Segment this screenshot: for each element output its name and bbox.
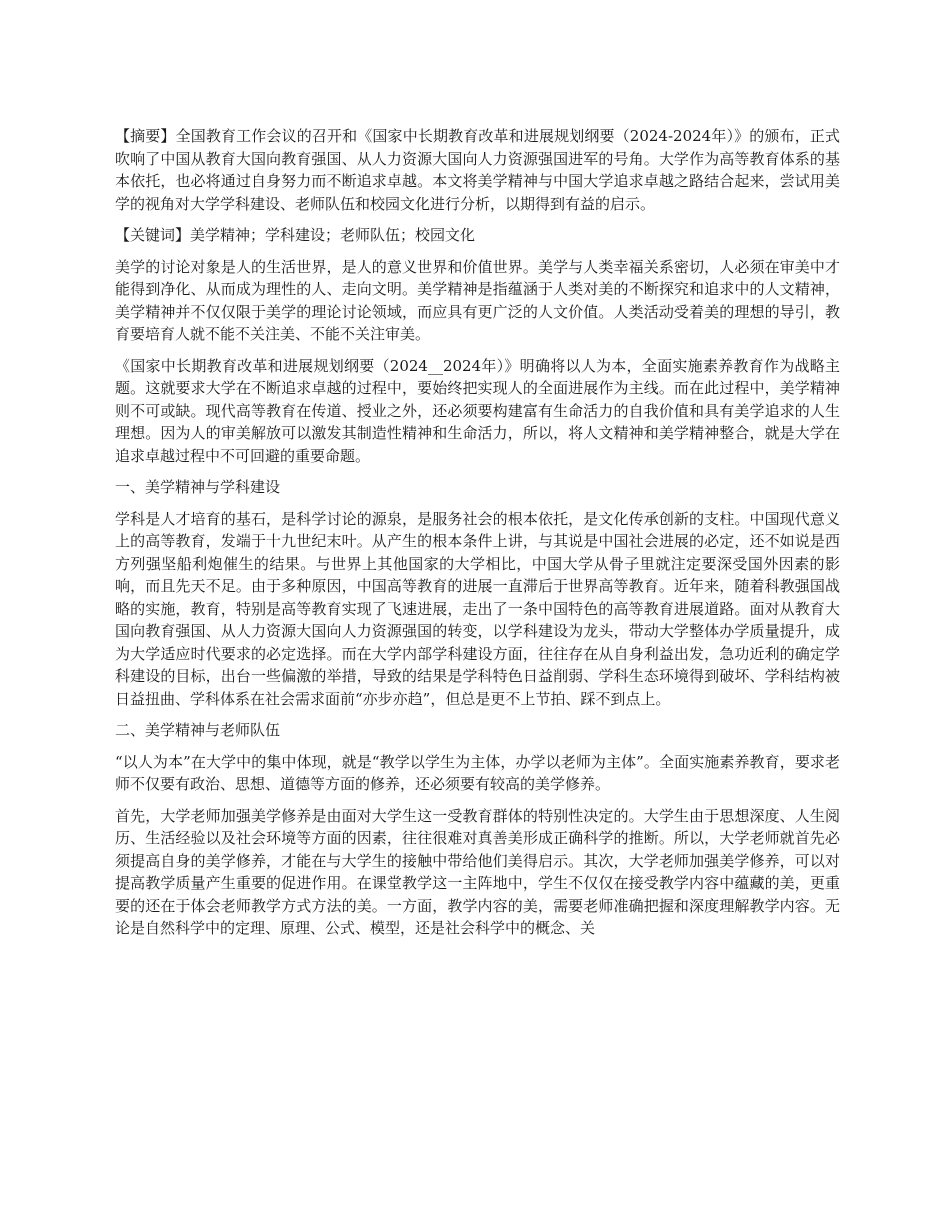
body-paragraph-1: 美学的讨论对象是人的生活世界，是人的意义世界和价值世界。美学与人类幸福关系密切，人必须在审美中才能得到净化、从而成为理性的人、走向文明。美学精神是指蕴涵于人类对美的不断探究和追求中的人文精神，美学精神并不仅仅限于美学的理论讨论领域，而应具有更广泛的人文价值。人类活动受着美的理想的导引，教育要培育人就不能不关注美、不能不关注审美。 (115, 257, 840, 343)
document-page (115, 125, 840, 949)
body-paragraph-3: 学科是人才培育的基石，是科学讨论的源泉，是服务社会的根本依托，是文化传承创新的支柱。中国现代意义上的高等教育，发端于十九世纪末叶。从产生的根本条件上讲，与其说是中国社会进展的必定，还不如说是西方列强坚船利炮催生的结果。与世界上其他国家的大学相比，中国大学从骨子里就注定要深受国外因素的影响，而且先天不足。由于多种原因，中国高等教育的进展一直滞后于世界高等教育。近年来，随着科教强国战略的实施，教育，特别是高等教育实现了飞速进展，走出了一条中国特色的高等教育进展道路。面对从教育大国向教育强国、从人力资源大国向人力资源强国的转变，以学科建设为龙头，带动大学整体办学质量提升，成为大学适应时代要求的必定选择。而在大学内部学科建设方面，往往存在从自身利益出发，急功近利的确定学科建设的目标，出台一些偏激的举措，导致的结果是学科特色日益削弱、学科生态环境得到破坏、学科结构被日益扭曲、学科体系在社会需求面前“亦步亦趋”，但总是更不上节拍、踩不到点上。 (115, 509, 840, 708)
abstract-paragraph: 【摘要】全国教育工作会议的召开和《国家中长期教育改革和进展规划纲要（2024-2024年）》的颁布，正式吹响了中国从教育大国向教育强国、从人力资源大国向人力资源强国进军的号角。大学作为高等教育体系的基本依托，也必将通过自身努力而不断追求卓越。本文将美学精神与中国大学追求卓越之路结合起来，尝试用美学的视角对大学学科建设、老师队伍和校园文化进行分析，以期得到有益的启示。 (115, 127, 840, 213)
body-paragraph-4: “以人为本”在大学中的集中体现，就是“教学以学生为主体，办学以老师为主体”。全面实施素养教育，要求老师不仅要有政治、思想、道德等方面的修养，还必须要有较高的美学修养。 (115, 752, 840, 793)
section-heading-1: 一、美学精神与学科建设 (115, 478, 281, 496)
body-paragraph-5: 首先，大学老师加强美学修养是由面对大学生这一受教育群体的特别性决定的。大学生由于思想深度、人生阅历、生活经验以及社会环境等方面的因素，往往很难对真善美形成正确科学的推断。所以，大学老师就首先必须提高自身的美学修养，才能在与大学生的接触中带给他们美得启示。其次，大学老师加强美学修养，可以对提高教学质量产生重要的促进作用。在课堂教学这一主阵地中，学生不仅仅在接受教学内容中蕴藏的美，更重要的还在于体会老师教学方式方法的美。一方面，教学内容的美，需要老师准确把握和深度理解教学内容。无论是自然科学中的定理、原理、公式、模型，还是社会科学中的概念、关 (115, 806, 840, 937)
body-paragraph-2: 《国家中长期教育改革和进展规划纲要（2024__2024年）》明确将以人为本，全面实施素养教育作为战略主题。这就要求大学在不断追求卓越的过程中，要始终把实现人的全面进展作为主线。而在此过程中，美学精神则不可或缺。现代高等教育在传道、授业之外，还必须要构建富有生命活力的自我价值和具有美学追求的人生理想。因为人的审美解放可以激发其制造性精神和生命活力，所以，将人文精神和美学精神整合，就是大学在追求卓越过程中不可回避的重要命题。 (115, 356, 840, 465)
section-heading-2: 二、美学精神与老师队伍 (115, 721, 281, 739)
keywords-paragraph: 【关键词】美学精神；学科建设；老师队伍；校园文化 (115, 226, 476, 244)
